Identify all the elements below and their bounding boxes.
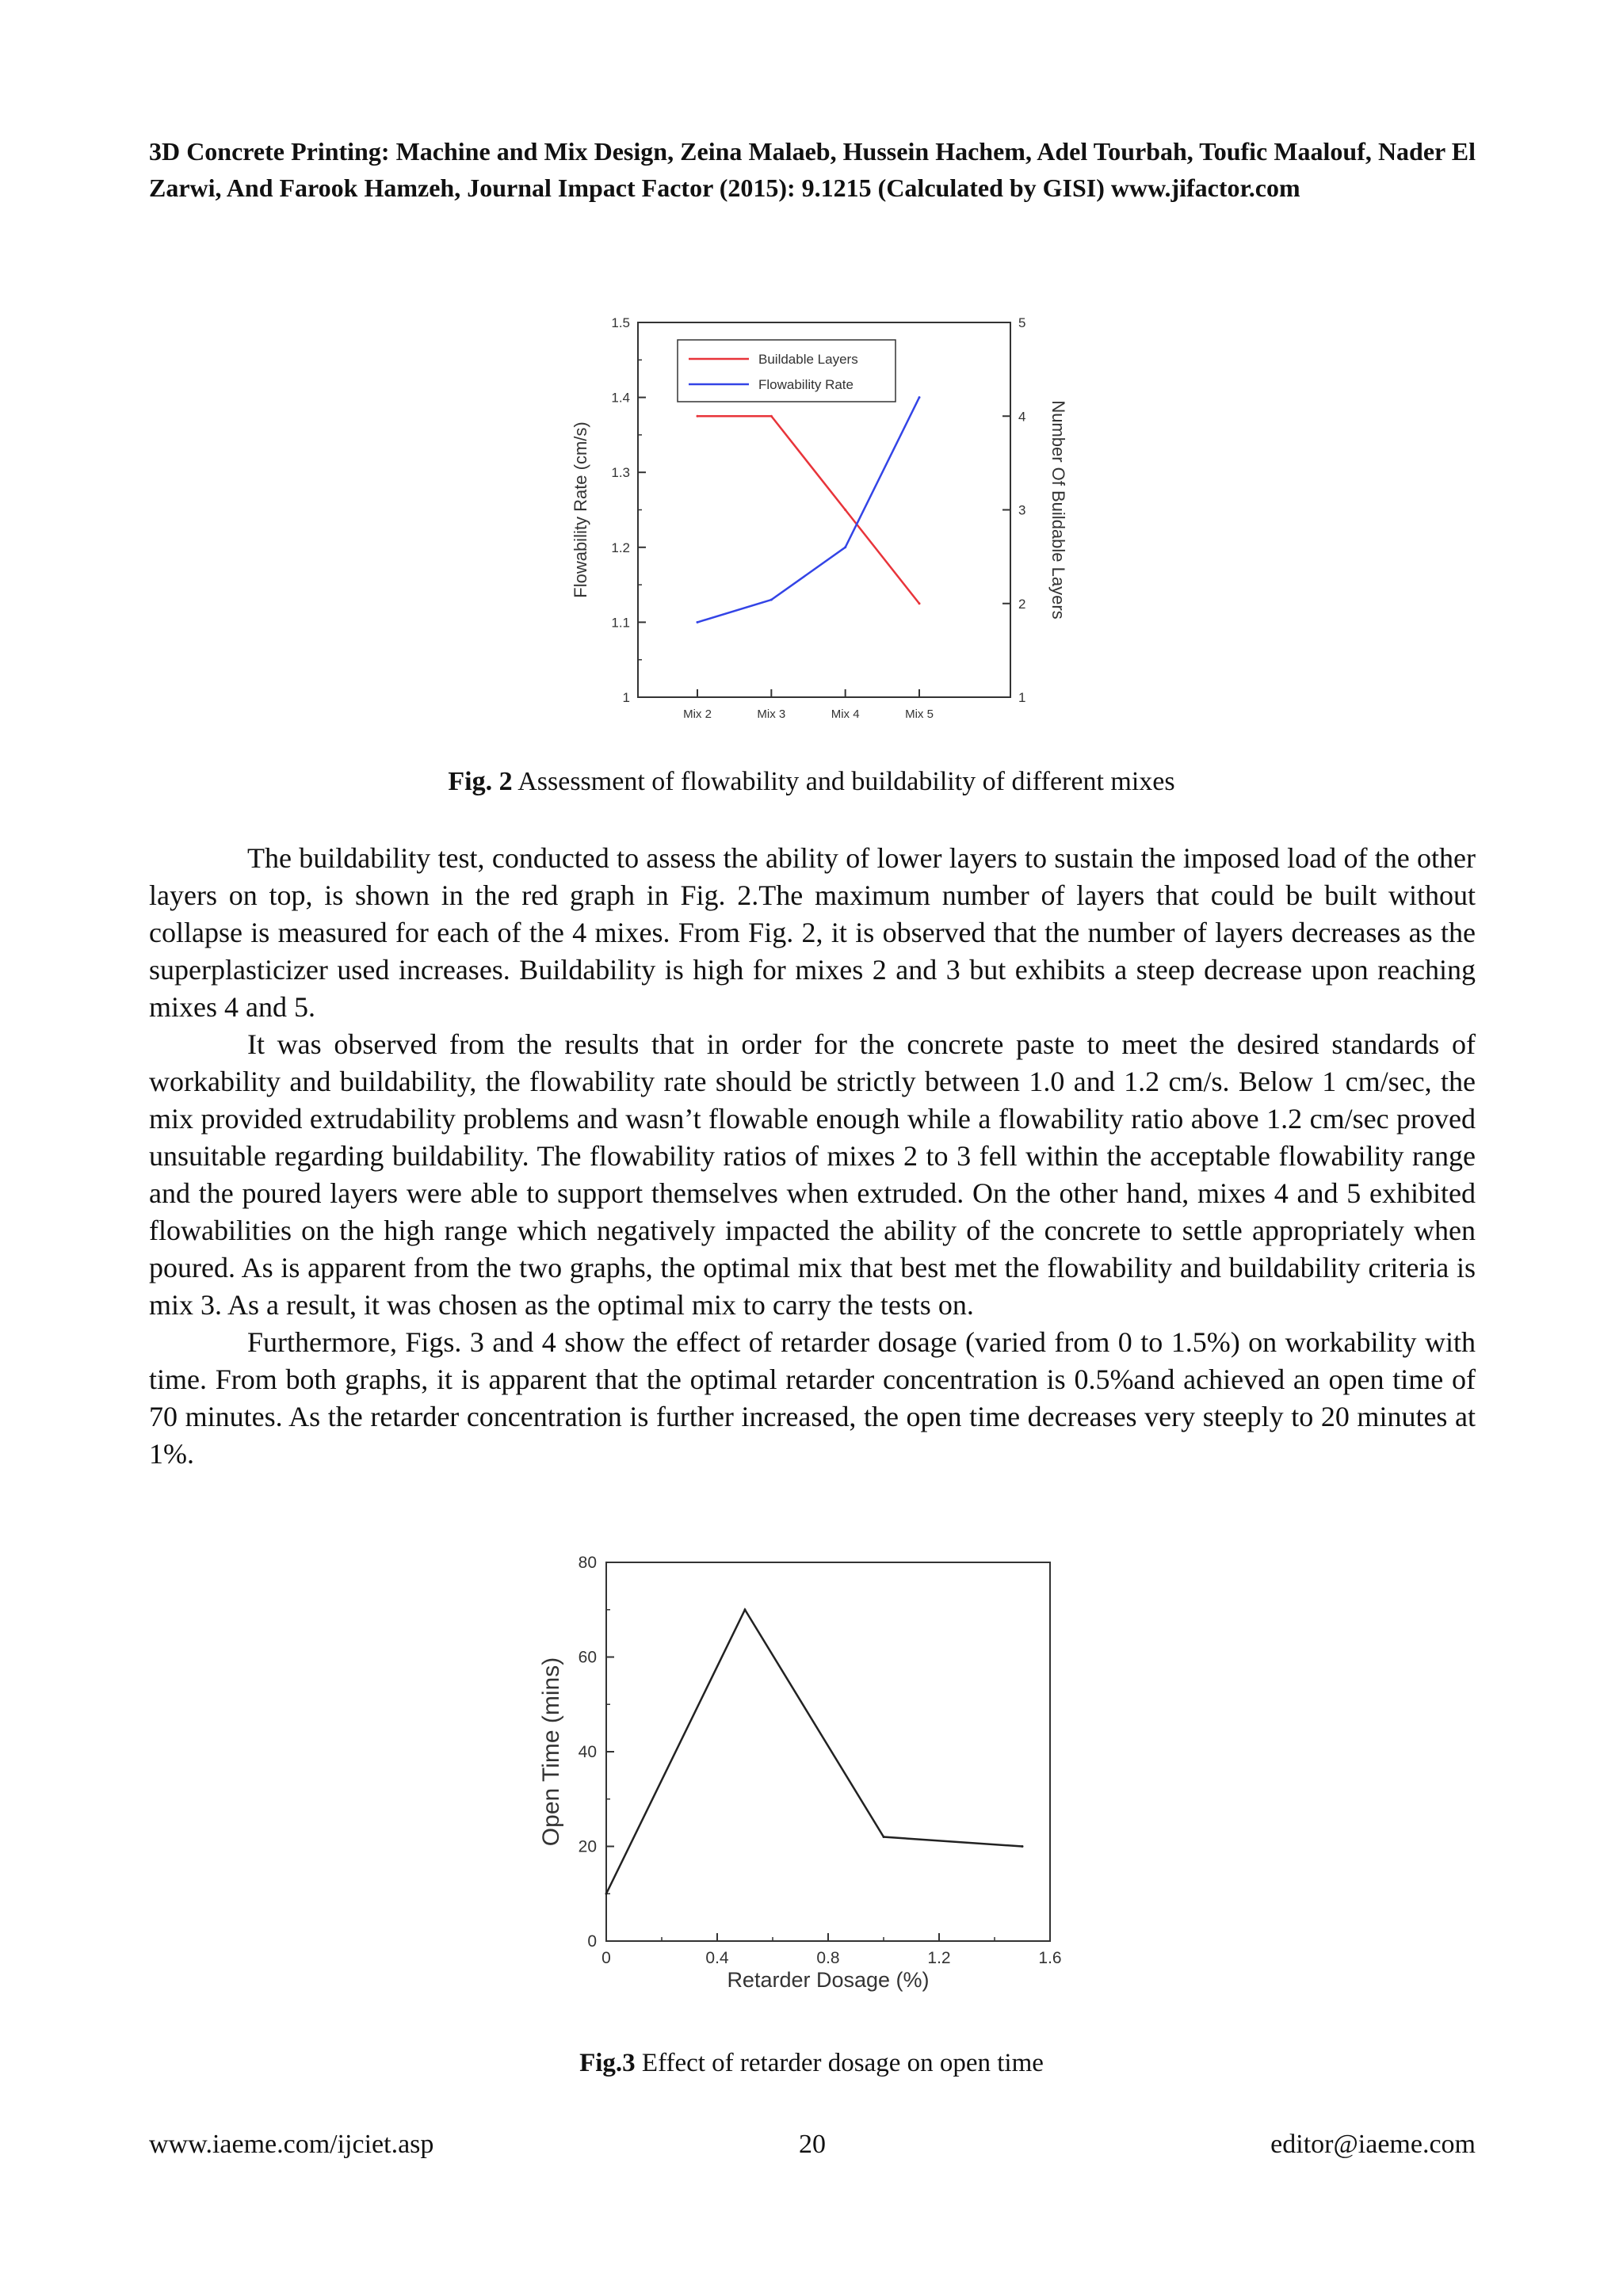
buildable-layers-point — [918, 602, 921, 605]
flowability-rate-point — [844, 546, 846, 548]
x-tick-label: Mix 2 — [683, 707, 712, 721]
y-axis-label: Open Time (mins) — [538, 1657, 564, 1847]
footer-journal-url[interactable]: www.iaeme.com/ijciet.asp — [149, 2130, 434, 2159]
x-tick-label: 0.8 — [816, 1949, 840, 1967]
flowability-rate-point — [918, 396, 921, 399]
page-number: 20 — [799, 2130, 826, 2159]
legend-box — [678, 340, 896, 402]
y-tick-label: 1 — [622, 690, 630, 705]
legend-label: Buildable Layers — [758, 352, 858, 367]
y-tick-label: 1.3 — [611, 465, 630, 481]
y-tick-label: 1.2 — [611, 540, 630, 555]
paragraph-buildability: The buildability test, conducted to assess the ability of lower layers to sustain the imposed load of the other layers on top, is shown in the red graph in Fig. 2.The maximum number of layers that could be built without collapse is measured for each of the 4 mixes. From Fig. 2, it is observed that the number of layers decreases as the superplasticizer used increases. Buildability is high for mixes 2 and 3 but exhibits a steep decrease upon reaching mixes 4 and 5. — [149, 842, 1476, 1023]
x-tick-label: 0 — [601, 1949, 611, 1967]
y2-tick-label: 5 — [1018, 315, 1026, 330]
y2-tick-label: 4 — [1018, 409, 1026, 425]
buildable-layers-line — [697, 416, 919, 604]
buildable-layers-point — [844, 509, 846, 511]
y-tick-label: 40 — [578, 1743, 597, 1761]
x-axis-label: Retarder Dosage (%) — [727, 1968, 930, 1992]
y-tick-label: 0 — [587, 1932, 597, 1951]
retarder-open-time-chart — [523, 1545, 1094, 2020]
x-tick-label: Mix 3 — [757, 707, 786, 721]
y-axis-label: Flowability Rate (cm/s) — [571, 421, 590, 598]
open-time-point — [883, 1836, 885, 1838]
buildable-layers-point — [697, 415, 699, 418]
flowability-buildability-chart — [555, 305, 1078, 733]
running-header — [149, 133, 1476, 206]
open-time-line — [606, 1610, 1022, 1894]
figure-3-caption-text: Effect of retarder dosage on open time — [635, 2049, 1044, 2077]
x-tick-label: 0.4 — [705, 1949, 729, 1967]
y-tick-label: 1.1 — [611, 615, 630, 631]
figure-2-caption-text: Assessment of flowability and buildability of different mixes — [512, 767, 1175, 796]
figure-3 — [523, 1545, 1094, 2020]
x-tick-label: Mix 5 — [905, 707, 934, 721]
y2-tick-label: 2 — [1018, 596, 1026, 612]
open-time-point — [1022, 1845, 1024, 1848]
figure-3-caption — [0, 2047, 1623, 2079]
x-tick-label: 1.2 — [927, 1949, 951, 1967]
y-tick-label: 80 — [578, 1554, 597, 1572]
figure-2-caption — [0, 766, 1623, 798]
page-footer — [149, 2130, 1476, 2164]
figure-2-label: Fig. 2 — [448, 767, 513, 796]
y-tick-label: 1.5 — [611, 315, 630, 330]
figure-2 — [555, 305, 1078, 733]
y-tick-label: 20 — [578, 1837, 597, 1856]
flowability-rate-point — [697, 621, 699, 624]
y-tick-label: 60 — [578, 1648, 597, 1667]
figure-3-label: Fig.3 — [579, 2049, 636, 2077]
paragraph-retarder: Furthermore, Figs. 3 and 4 show the effect of retarder dosage (varied from 0 to 1.5%) on workability with time. From both graphs, it is apparent that the optimal retarder concentration is 0.5%and achieved an open time of 70 minutes. As the retarder concentration is further increased, the open time decreases very steeply to 20 minutes at 1%. — [149, 1326, 1476, 1470]
y2-tick-label: 3 — [1018, 502, 1026, 518]
flowability-rate-line — [697, 398, 919, 623]
footer-email[interactable]: editor@iaeme.com — [1270, 2130, 1476, 2159]
paragraph-flowability: It was observed from the results that in order for the concrete paste to meet the desired standards of workability and buildability, the flowability rate should be strictly between 1.0 and 1.2 cm/s. Below 1 cm/sec, the mix provided extrudability problems and wasn’t flowable enough while a flowability ratio above 1.2 cm/sec proved unsuitable regarding buildability. The flowability ratios of mixes 2 to 3 fell within the acceptable flowability range and the poured layers were able to support themselves when extruded. On the other hand, mixes 4 and 5 exhibited flowabilities on the high range which negatively impacted the ability of the concrete to settle appropriately when poured. As is apparent from the two graphs, the optimal mix that best met the flowability and buildability criteria is mix 3. As a result, it was chosen as the optimal mix to carry the tests on. — [149, 1028, 1476, 1321]
y-tick-label: 1.4 — [611, 390, 630, 406]
y2-axis-label: Number Of Buildable Layers — [1048, 400, 1068, 620]
open-time-point — [605, 1893, 608, 1895]
flowability-rate-point — [770, 599, 773, 601]
x-tick-label: 1.6 — [1038, 1949, 1062, 1967]
citation-text: 3D Concrete Printing: Machine and Mix Design, Zeina Malaeb, Hussein Hachem, Adel Tourbah, Toufic Maalouf, Nader El Zarwi, And Farook Hamzeh, Journal Impact Factor (2015): 9.1215 (Calculated by GISI) www.jifactor.com — [149, 137, 1476, 202]
plot-frame — [606, 1562, 1050, 1941]
body-text — [149, 840, 1476, 1473]
open-time-point — [744, 1608, 747, 1611]
y2-tick-label: 1 — [1018, 690, 1026, 705]
legend-label: Flowability Rate — [758, 377, 854, 392]
x-tick-label: Mix 4 — [831, 707, 860, 721]
buildable-layers-point — [770, 415, 773, 418]
